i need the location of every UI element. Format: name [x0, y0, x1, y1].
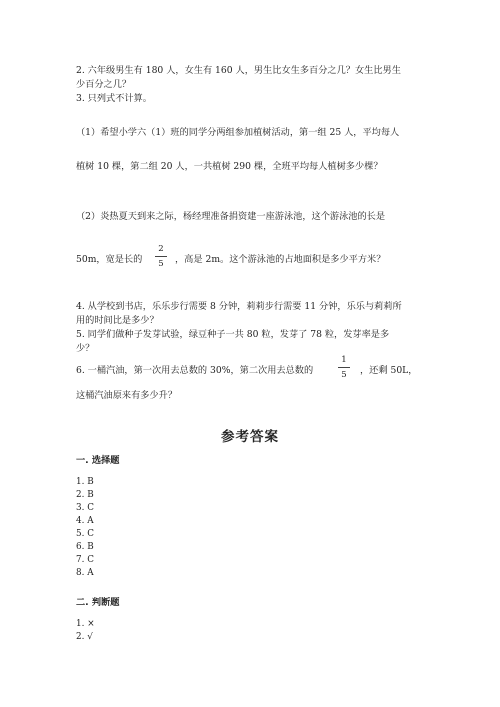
- answer-item: 8. A: [76, 568, 94, 578]
- q3-part2-line1: （2）炎热夏天到来之际，杨经理准备捐资建一座游泳池，这个游泳池的长是: [76, 211, 386, 222]
- answer-key-title: 参考答案: [221, 429, 279, 445]
- q3-part2-fraction: [155, 244, 167, 269]
- fraction-numerator: 2: [158, 244, 164, 254]
- q3-intro: 3. 只列式不计算。: [76, 93, 152, 104]
- q6-fraction: [338, 355, 350, 380]
- q2-line1: 2. 六年级男生有 180 人，女生有 160 人，男生比女生多百分之几？女生比男生: [76, 65, 401, 76]
- q3-part2-line2-post: ，高是 2m。这个游泳池的占地面积是多少平方米？: [175, 254, 386, 265]
- q4-line2: 用的时间比是多少？: [76, 315, 159, 326]
- fraction-bar: [338, 367, 350, 368]
- answer-item: 2. √: [76, 632, 93, 642]
- section-heading-judge: 二. 判断题: [76, 597, 120, 608]
- q3-part1-line2: 植树 10 棵，第二组 20 人，一共植树 290 棵，全班平均每人植树多少棵？: [76, 161, 383, 172]
- answer-item: 1. B: [76, 477, 94, 487]
- q3-part1-line1: （1）希望小学六（1）班的同学分两组参加植树活动，第一组 25 人，平均每人: [76, 127, 400, 138]
- answer-item: 1. ×: [76, 619, 95, 629]
- answer-item: 2. B: [76, 490, 94, 500]
- answer-item: 7. C: [76, 555, 94, 565]
- section-heading-choice: 一. 选择题: [76, 455, 120, 466]
- q6-line1-post: ，还剩 50L，: [360, 365, 418, 376]
- answer-item: 3. C: [76, 503, 94, 513]
- q5-line1: 5. 同学们做种子发芽试验，绿豆种子一共 80 粒，发芽了 78 粒，发芽率是多: [76, 329, 390, 340]
- q3-part2-line2-pre: 50m，宽是长的: [76, 254, 143, 265]
- fraction-denominator: 5: [158, 258, 164, 269]
- q2-line2: 少百分之几？: [76, 79, 132, 90]
- answer-item: 4. A: [76, 516, 94, 526]
- fraction-denominator: 5: [341, 369, 347, 380]
- q4-line1: 4. 从学校到书店，乐乐步行需要 8 分钟，莉莉步行需要 11 分钟，乐乐与莉莉所: [76, 301, 402, 312]
- fraction-bar: [155, 256, 167, 257]
- q6-line2: 这桶汽油原来有多少升？: [76, 390, 178, 401]
- fraction-numerator: 1: [341, 355, 347, 365]
- q6-line1-pre: 6. 一桶汽油，第一次用去总数的 30%，第二次用去总数的: [76, 365, 314, 376]
- answer-item: 6. B: [76, 542, 94, 552]
- answer-item: 5. C: [76, 529, 94, 539]
- q5-line2: 少？: [76, 343, 95, 354]
